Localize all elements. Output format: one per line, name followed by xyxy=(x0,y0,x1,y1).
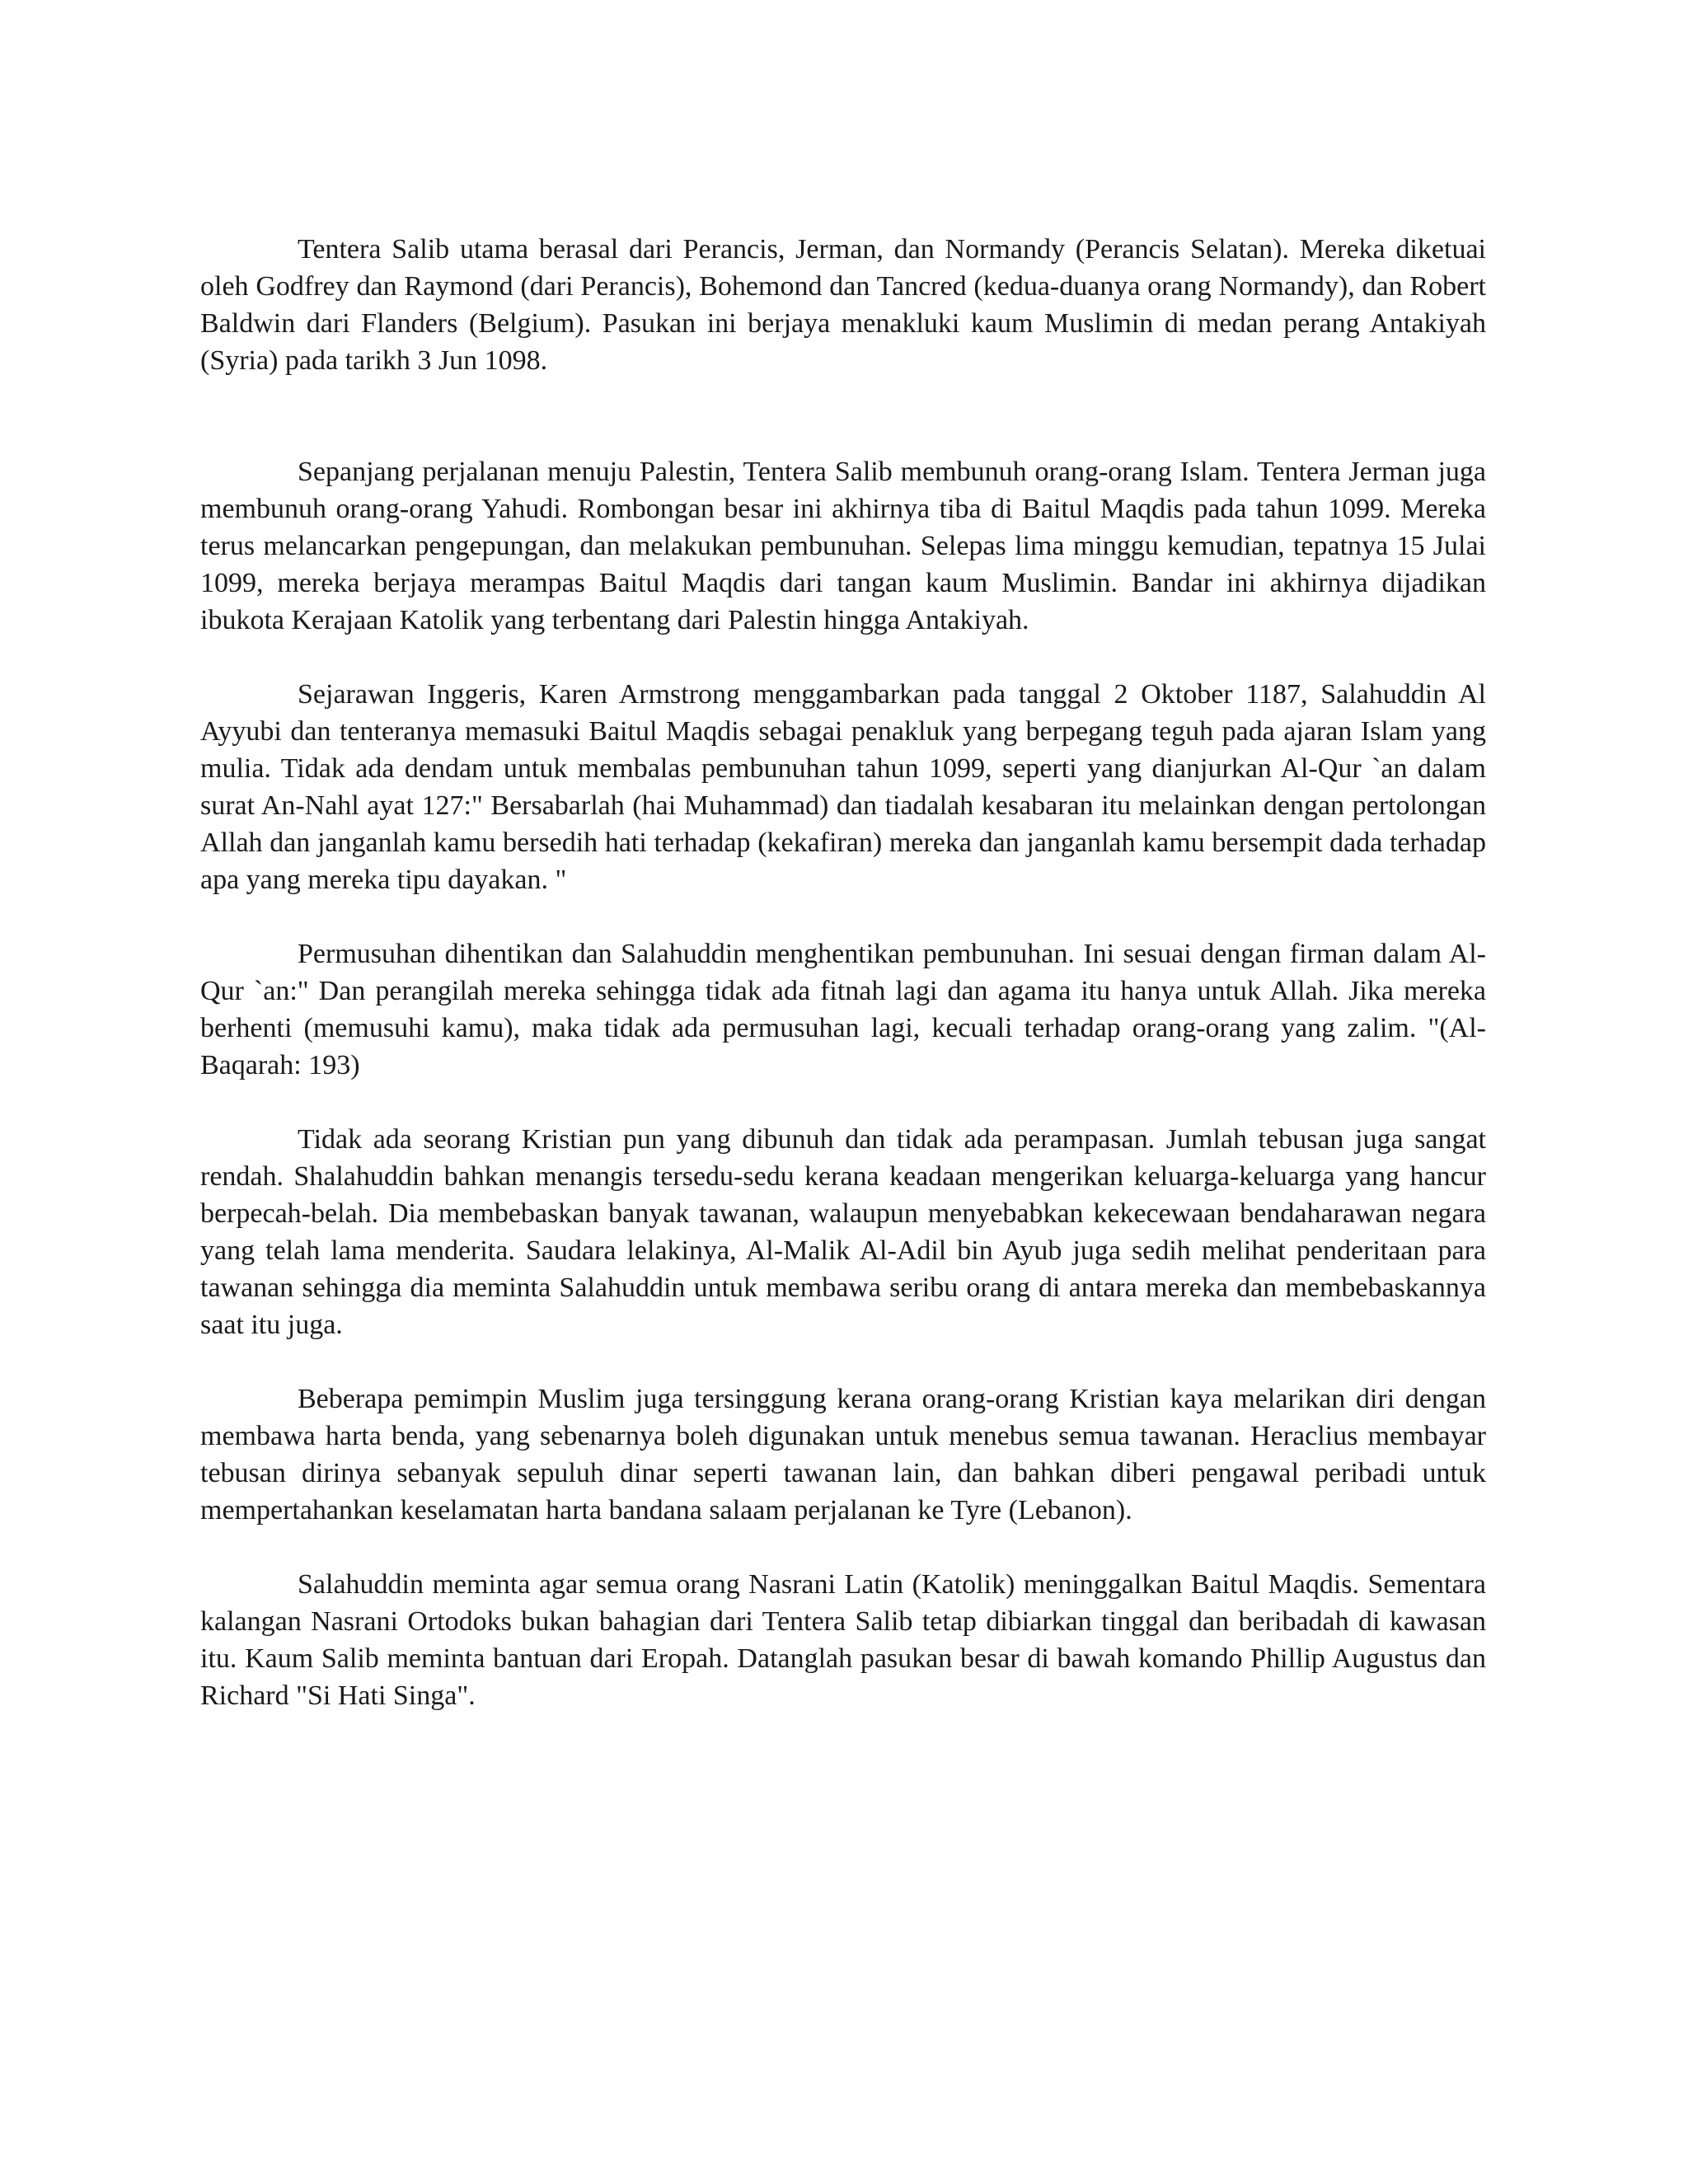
paragraph-karen-armstrong: Sejarawan Inggeris, Karen Armstrong menggambarkan pada tanggal 2 Oktober 1187, Salahuddin Al Ayyubi dan tenteranya memasuki Baitul Maqdis sebagai penakluk yang berpegang teguh pada ajaran Islam yang mulia. Tidak ada dendam untuk membalas pembunuhan tahun 1099, seperti yang dianjurkan Al-Qur `an dalam surat An-Nahl ayat 127:" Bersabarlah (hai Muhammad) dan tiadalah kesabaran itu melainkan dengan pertolongan Allah dan janganlah kamu bersedih hati terhadap (kekafiran) mereka dan janganlah kamu bersempit dada terhadap apa yang mereka tipu dayakan. " xyxy=(200,679,1486,895)
paragraph-journey-to-palestine: Sepanjang perjalanan menuju Palestin, Tentera Salib membunuh orang-orang Islam. Tentera Jerman juga membunuh orang-orang Yahudi. Rombongan besar ini akhirnya tiba di Baitul Maqdis pada tahun 1099. Mereka terus melancarkan pengepungan, dan melakukan pembunuhan. Selepas lima minggu kemudian, tepatnya 15 Julai 1099, mereka berjaya merampas Baitul Maqdis dari tangan kaum Muslimin. Bandar ini akhirnya dijadikan ibukota Kerajaan Katolik yang terbentang dari Palestin hingga Antakiyah. xyxy=(200,457,1486,635)
paragraph-crusader-origins: Tentera Salib utama berasal dari Perancis, Jerman, dan Normandy (Perancis Selatan). Mereka diketuai oleh Godfrey dan Raymond (dari Perancis), Bohemond dan Tancred (kedua-duanya orang Normandy), dan Robert Baldwin dari Flanders (Belgium). Pasukan ini berjaya menakluki kaum Muslimin di medan perang Antakiyah (Syria) pada tarikh 3 Jun 1098. xyxy=(200,234,1486,376)
paragraph-latin-christians-leave: Salahuddin meminta agar semua orang Nasrani Latin (Katolik) meninggalkan Baitul Maqdis. Sementara kalangan Nasrani Ortodoks bukan bahagian dari Tentera Salib tetap dibiarkan tinggal dan beribadah di kawasan itu. Kaum Salib meminta bantuan dari Eropah. Datanglah pasukan besar di bawah komando Phillip Augustus dan Richard "Si Hati Singa". xyxy=(200,1569,1486,1711)
paragraph-muslim-leaders-offended: Beberapa pemimpin Muslim juga tersinggung kerana orang-orang Kristian kaya melarikan diri dengan membawa harta benda, yang sebenarnya boleh digunakan untuk menebus semua tawanan. Heraclius membayar tebusan dirinya sebanyak sepuluh dinar seperti tawanan lain, dan bahkan diberi pengawal peribadi untuk mempertahankan keselamatan harta bandana salaam perjalanan ke Tyre (Lebanon). xyxy=(200,1384,1486,1526)
document-body xyxy=(200,231,1486,1751)
paragraph-no-christian-killed: Tidak ada seorang Kristian pun yang dibunuh dan tidak ada perampasan. Jumlah tebusan juga sangat rendah. Shalahuddin bahkan menangis tersedu-sedu kerana keadaan mengerikan keluarga-keluarga yang hancur berpecah-belah. Dia membebaskan banyak tawanan, walaupun menyebabkan kekecewaan bendaharawan negara yang telah lama menderita. Saudara lelakinya, Al-Malik Al-Adil bin Ayub juga sedih melihat penderitaan para tawanan sehingga dia meminta Salahuddin untuk membawa seribu orang di antara mereka dan membebaskannya saat itu juga. xyxy=(200,1124,1486,1340)
paragraph-hostilities-ended: Permusuhan dihentikan dan Salahuddin menghentikan pembunuhan. Ini sesuai dengan firman dalam Al-Qur `an:" Dan perangilah mereka sehingga tidak ada fitnah lagi dan agama itu hanya untuk Allah. Jika mereka berhenti (memusuhi kamu), maka tidak ada permusuhan lagi, kecuali terhadap orang-orang yang zalim. "(Al-Baqarah: 193) xyxy=(200,939,1486,1080)
